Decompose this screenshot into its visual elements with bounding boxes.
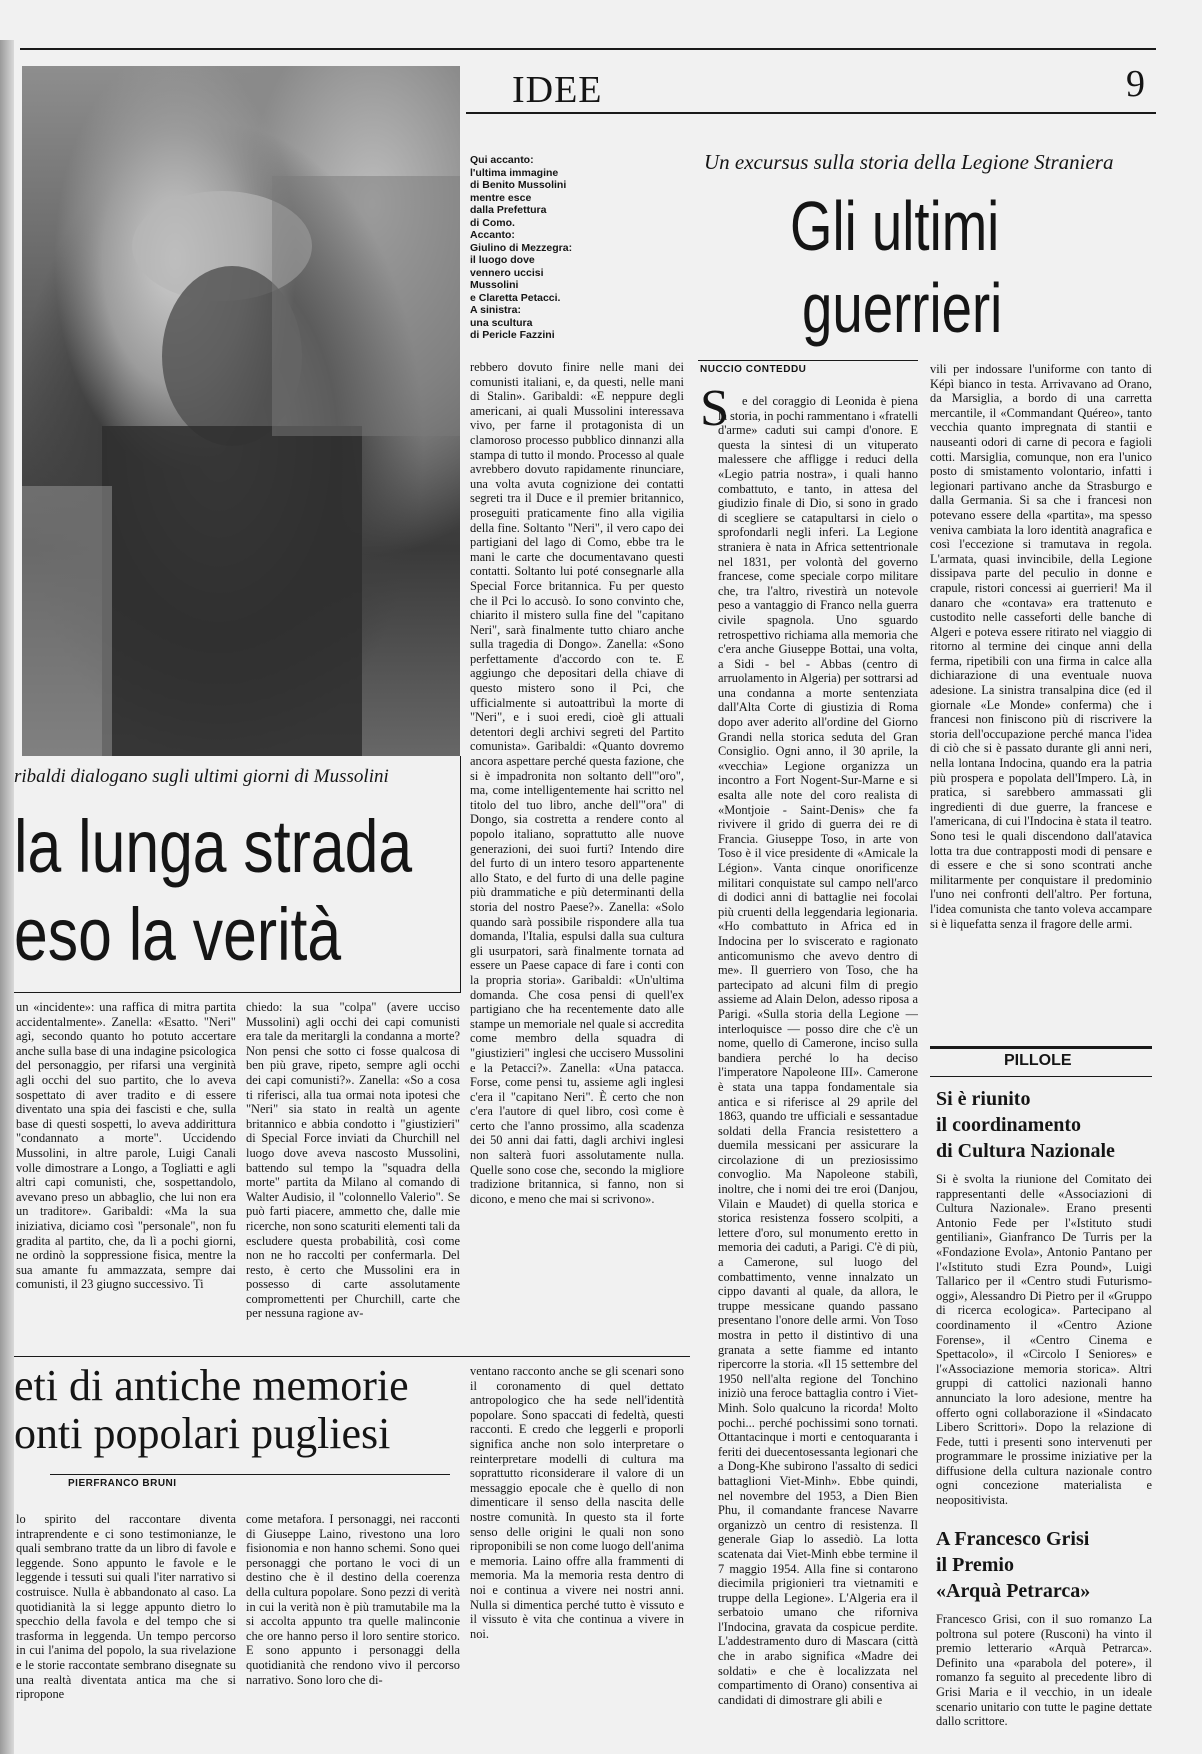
pillole-item2-text: Francesco Grisi, con il suo romanzo La poltrona sul potere (Rusconi) ha vinto il premio letterario «Arquà Petrarca». Definito una «parabola del potere», il romanzo fa seguito al precedente libro di Grisi Maria e il vecchio, in un ideale scenario unitario con tutte le pagine dettate dallo scrittore. xyxy=(936,1612,1152,1729)
bottom-headline-line2: onti popolari pugliesi xyxy=(14,1409,391,1458)
header-rule-left xyxy=(20,48,1156,50)
pillole-item1-title-l2: il coordinamento xyxy=(936,1114,1081,1136)
interview-col-middle: rebbero dovuto finire nelle mani dei comunisti italiani, e, da questi, nelle mani di Stalin». Garibaldi: «E neppure degli americani, ai quali Mussolini interessava vivo, per farne il protagonista di un clamoroso processo pubblico dinnanzi alla stampa di tutto il mondo. Processo al quale avrebbero dovuto rapidamente rinunciare, una volta avuta cognizione dei contatti segreti tra il Duce e il premier britannico, proseguiti praticamente fino alla vigilia della fine. Soltanto "Neri", il vero capo dei partigiani del lago di Como, ebbe tra le mani le carte che documentavano questi contatti. Soltanto lui poté consegnarle alla Special Force britannica. Fu per questo che il Pci lo accusò. Io sono convinto che, chiarito il mistero sulla fine del "capitano Neri", sarà finalmente tutto chiaro anche sulla tragedia di Dongo». Zanella: «Sono perfettamente d'accordo con te. E aggiungo che depositari della chiave di questo mistero sono il Pci, che ufficialmente si autoattribuì la morte di "Neri", e i suoi eredi, cioè gli attuali detentori degli archivi segreti del Partito comunista». Garibaldi: «Quanto dovremo ancora aspettare perché questa fazione, che si è impadronita non soltanto dell'"oro", ma, come intelligentemente hai scritto nel titolo del tuo libro, anche dell'"ora" di Dongo, sia costretta a rendere conto al popolo italiano, soprattutto alle nuove generazioni, dei suoi furti? Intendo dire del furto di un intero tesoro appartenente allo Stato, e del furto di una delle pagine più drammatiche e più determinanti della storia del nostro Paese?». Zanella: «Solo quando sarà possibile rispondere alla tua domanda, l'Italia, espulsi dalla sua cultura gli usurpatori, sarà finalmente tornata ad essere un Paese capace di fare i conti con la propria storia». Garibaldi: «Un'ultima domanda. Che cosa pensi di quell'ex partigiano che ha recentemente dato alle stampe un memoriale nel quale si accredita come membro della squadra di "giustizieri" inglesi che uccisero Mussolini e la Petacci?». Zanella: «Una patacca. Forse, come pensi tu, assieme agli inglesi c'era il "capitano Neri". È certo che non c'era l'autore di quel libro, così come è certo che l'anno prossimo, alla scadenza dei 50 anni dai fatti, dagli archivi inglesi non salterà fuori assolutamente nulla. Quelle sono cose che, secondo la migliore tradizione britannica, si fanno, non si dicono, e meno che mai si scrivono». xyxy=(470,360,684,1206)
caption-line: e Claretta Petacci. xyxy=(470,291,561,304)
caption-line: Qui accanto: xyxy=(470,154,534,166)
legione-col1: e del coraggio di Leonida è piena la storia, in pochi rammentano i «fratelli d'arme» caduti sui campi d'onore. E questa la sintesi di un vituperato malessere che affligge i reduci della «Legio patria nostra», i quali hanno combattuto, e tanto, in attesa del giudizio finale di Dio, si sono in grado di scegliere se catapultarsi in cielo o sprofondarli negli inferi. La Legione straniera è nata in Africa settentrionale nel 1831, per volontà del governo francese, come speciale corpo militare che, tra l'altro, rivestirà un notevole peso a vantaggio di Franco nella guerra civile spagnola. Uno sguardo retrospettivo richiama alla memoria che c'era anche Giuseppe Bottai, una volta, a Sidi - bel - Abbas (centro di arruolamento in Algeria) per sottrarsi ad una condanna a morte sentenziata dall'Alta Corte di giustizia di Roma dopo aver aderito all'ordine del Giorno Grandi nella storica seduta del Gran Consiglio. Ogni anno, il 30 aprile, la «vecchia» Legione organizza un incontro a Fort Nogent-Sur-Marne e si esalta alle note del coro realista di «Montjoie - Saint-Denis» che fa rivivere il grido di guerra dei re di Francia. Giuseppe Toso, in arte von Toso è il vice presidente di «Amicale la Légion». Vanta cinque onorificenze militari conquistate sul campo nell'arco di dodici anni di battaglie nei focolai più cruenti della leggendaria legionaria. «Ho combattuto in Africa ed in Indocina per lo sviscerato e ragionato anticomunismo che avevo dentro di me». Il guerriero von Toso, che ha partecipato ad alcuni film di pregio assieme ad Alain Delon, adesso riposa a Parigi. «Sulla storia della Legione — interloquisce — posso dire che c'è un nome, quello di Camerone, inciso sulla bandiera perché lo ha deciso l'imperatore Napoleone III». Camerone è stata una tappa fondamentale sia antica e si riferisce al 29 aprile del 1863, quando tre ufficiali e sessantadue soldati della Francia resistettero a duemila messicani per assicurare la circolazione di un preziosissimo convoglio. Ma Napoleone stabilì, inoltre, che i nomi dei tre eroi (Danjou, Vilain e Maudet) di quella storica e storica resistenza fossero scolpiti, a lettere d'oro, sul monumento eretto in memoria dei caduti, a Parigi. C'è di più, a Camerone, sul luogo del combattimento, venne innalzato un cippo davanti al quale, da allora, le truppe messicane quando passano presentano l'onore delle armi. Von Toso mostra in petto il distintivo di una granata a sette fiamme ed intanto ripercorre la storia. «Il 15 settembre del 1950 nell'alta regione del Tonchino iniziò una feroce battaglia contro i Viet-Minh. Solo qualcuno la ricorda! Molto pochi... perché pochissimi sono tornati. Ottantacinque i morti e centoquaranta i feriti dei duecentosessanta legionari che a Dong-Khe subirono l'assalto di sedici battaglioni Viet-Minh». Ebbe quindi, nel novembre del 1953, a Dien Bien Phu, il comandante francese Navarre organizzò un centro di resistenza. Il generale Giap lo assediò. La lotta scatenata dai Viet-Minh ebbe termine il 7 maggio 1954. Alla fine si contarono diecimila prigionieri tra vietnamiti e truppe della Legione». L'Algeria era il serbatoio umano che riforniva l'Indocina, gravata da cospicue perdite. L'addestramento duro di Mascara (città che in arabo significa «Madre dei soldati» e che è localizzata nel compartimento di Orano) consentiva ai candidati di dimostrare gli abili e xyxy=(718,394,918,1707)
left-headline-box-bottom xyxy=(14,992,461,993)
legione-byline: NUCCIO CONTEDDU xyxy=(700,364,807,375)
mussolini-photo xyxy=(22,66,460,756)
caption-line: di Pericle Fazzini xyxy=(470,329,555,341)
pillole-label: PILLOLE xyxy=(1004,1052,1072,1069)
legione-headline-line1: Gli ultimi xyxy=(790,187,1000,265)
caption-line: Accanto: xyxy=(470,229,515,241)
pillole-rule-top xyxy=(930,1046,1152,1049)
left-headline-line1: la lunga strada xyxy=(14,805,413,888)
caption-line: vennero uccisi xyxy=(470,266,544,279)
pillole-item1-title-l1: Si è riunito xyxy=(936,1088,1031,1110)
left-article-col1: un «incidente»: una raffica di mitra partita accidentalmente». Zanella: «Esatto. "Neri" agì, secondo quanto ho potuto accertare anche sulla base di una indagine psicologica del personaggio, per rifarsi una verginità agli occhi del suo partito, che lo aveva sospettato di aver tradito e di essere diventato una spia dei fascisti e che, sulla base di questi sospetti, lo aveva addirittura "condannato a morte". Uccidendo Mussolini, in altre parole, Luigi Canali volle dimostrare a Longo, a Togliatti e agli altri capi comunisti, che, sospettandolo, avevano preso un abbaglio, che lui non era un traditore». Garibaldi: «Ma la sua iniziativa, diciamo così "personale", non fu gradita al partito, che, da lì a pochi giorni, ne ordinò la soppressione fisica, mentre la sua amante fu ammazzata, sempre dai comunisti, il 23 giugno successivo. Ti xyxy=(16,1000,236,1292)
pillole-item2-title xyxy=(936,1526,1152,1604)
photo-caption xyxy=(470,154,590,342)
bottom-byline: PIERFRANCO BRUNI xyxy=(68,1478,177,1489)
caption-line: una scultura xyxy=(470,316,533,329)
caption-line: di Benito Mussolini xyxy=(470,179,567,191)
photo-figure xyxy=(22,66,460,756)
bottom-article-rule xyxy=(14,1356,690,1357)
left-article-kicker: ribaldi dialogano sugli ultimi giorni di Mussolini xyxy=(14,766,389,787)
caption-line: A sinistra: xyxy=(470,304,521,316)
caption-line: dalla Prefettura xyxy=(470,204,547,216)
page-fold-edge xyxy=(0,40,14,1754)
legione-headline-line2: guerrieri xyxy=(802,269,1003,347)
page-number: 9 xyxy=(1126,63,1145,105)
caption-line: l'ultima immagine xyxy=(470,166,559,179)
caption-line: Giulino di Mezzegra: xyxy=(470,241,573,254)
bottom-article-col2: come metafora. I personaggi, nei racconti di Giuseppe Laino, rivestono una loro fisionomia e non hanno schemi. Sono quei personaggi che portano le voci di un destino che è il destino della coerenza della cultura popolare. Sono pezzi di verità in cui la verità non è più tramutabile ma la si accolta appunto tra quelle malinconie che ore hanno perso il loro sentire storico. E sono appunto i personaggi della quotidianità che rendono vivo il percorso narrativo. Sono loro che di- xyxy=(246,1512,460,1687)
left-article-col2: chiedo: la sua "colpa" (avere ucciso Mussolini) agli occhi dei capi comunisti era tale da meritargli la condanna a morte? Non pensi che sotto ci fosse qualcosa di ben più grave, ripeto, sempre agli occhi dei capi comunisti?». Zanella: «So a cosa ti riferisci, alla tua ormai nota ipotesi che "Neri" sia stato in realtà un agente britannico e abbia condotto i "giustizieri" di Special Force inviati da Churchill nel luogo dove aveva nascosto Mussolini, battendo sul tempo la "squadra della morte" partita da Milano al comando di Walter Audisio, il "colonnello Valerio". Se può farti piacere, ammetto che, dalle mie ricerche, non sono scaturiti elementi tali da escludere questa probabilità, così come non ne ho raccolti per confermarla. Del resto, è certo che Mussolini era in possesso di carte assolutamente compromettenti per Churchill, carte che per nessuna ragione av- xyxy=(246,1000,460,1321)
bottom-article-col3: ventano racconto anche se gli scenari sono il coronamento di quel dettato antropologico che ha sede nell'identità popolare. Sono spaccati di fedeltà, questi racconti. E credo che leggerli e proporli significa anche non solo interpretare o reinterpretare modelli di cultura ma soprattutto riconsiderare il valore di un messaggio epocale che è quello di non dimenticare il senso della nascita delle nostre comunità. In questo sta il forte senso delle origini le quali non sono riproponibili se non come luogo dell'anima e memoria. Laino offre alla frammenti di memoria. Ma la memoria resta dentro di noi e continua a vivere nei nostri anni. Nulla si dimentica perché tutto è vissuto e il vissuto è vita che continua a vivere in noi. xyxy=(470,1364,684,1641)
legione-kicker: Un excursus sulla storia della Legione Straniera xyxy=(704,150,1114,174)
legione-drop-cap: S xyxy=(700,380,729,437)
bottom-article-col1: lo spirito del raccontare diventa intraprendente e ci sono testimonianze, le quali sembrano tratte da un libro di favole e leggende. Sono appunto le favole e le leggende i tessuti sui quali l'iter narrativo si costruisce. Nulla è abbandonato al caso. La quotidianità la si legge appunto dietro lo specchio della favola e del tempo che si trasforma in leggenda. Un tempo percorso in cui l'anima del popolo, la sua rivelazione e le storie raccontate sembrano disegnate su una realtà diventata antica ma che si ripropone xyxy=(16,1512,236,1702)
pillole-item1-title-l3: di Cultura Nazionale xyxy=(936,1140,1115,1162)
caption-line: di Como. xyxy=(470,216,515,229)
caption-line: il luogo dove xyxy=(470,254,535,266)
pillole-item2-title-l3: «Arquà Petrarca» xyxy=(936,1580,1091,1602)
pillole-item2-title-l1: A Francesco Grisi xyxy=(936,1528,1090,1550)
legione-byline-rule xyxy=(698,360,918,361)
section-title: IDEE xyxy=(512,69,603,111)
bottom-byline-rule xyxy=(50,1474,450,1475)
header-rule xyxy=(466,112,1156,114)
left-headline-line2: eso la verità xyxy=(14,893,342,976)
left-headline-box-right xyxy=(460,756,461,992)
pillole-item2-title-l2: il Premio xyxy=(936,1554,1014,1576)
caption-line: Mussolini xyxy=(470,279,519,291)
pillole-rule-bottom xyxy=(930,1076,1152,1077)
pillole-item1-text: Si è svolta la riunione del Comitato dei rappresentanti delle «Associazioni di Cultura Nazionale». Erano presenti Antonio Fede per l'«Istituto studi gentiliani», Gianfranco De Turris per la «Fondazione Evola», Antonio Pantano per l'«Istituto studi Ezra Pound», Luigi Tallarico per il «Centro studi Futurismo-oggi», Alessandro Di Pietro per il «Gruppo di ricerca ecologica». Partecipano al coordinamento il «Centro Azione Forense», il «Centro Cinema e Spettacolo», il «Circolo I Seniores» e l'«Associazione memoria storica». Altri gruppi di cattolici nazionali hanno annunciato la loro adesione, mentre ha offerto ogni collaborazione il «Sindacato Libero Scrittori». Dopo la relazione di Fede, tutti i presenti sono intervenuti per programmare le prossime iniziative per la diffusione della cultura nazionale contro ogni concezione materialista e neopositivista. xyxy=(936,1172,1152,1508)
legione-col2: vili per indossare l'uniforme con tanto di Képì bianco in testa. Arrivavano ad Orano, da Marsiglia, a bordo di una carretta mercantile, il «Commandant Quéreo», tanto vecchia quanto impregnata di stantii e nauseanti odori di carne di pecora e fagioli cotti. Marsiglia, comunque, non era l'unico posto di smistamento volontario, infatti i legionari partivano anche da Strasburgo e dalla Germania. Si sa che i francesi non potevano essere della «partita», ma spesso veniva cambiata la loro identità anagrafica e così l'eccezione si tramutava in regola. L'armata, quasi invincibile, della Legione dissipava parte del peculio in donne e crapule, ristori concessi ai guerrieri! Ma il danaro che «contava» era trattenuto e custodito nelle casseforti delle banche di Algeri e poteva essere ritirato nel viaggio di ritorno al termine dei cinque anni della ferma, ripetibili con una firma in calce alla dichiarazione di una eventuale nuova adesione. La sinistra transalpina dice (ed il giornale «Le Monde» conferma) che i francesi non finiscono più di riscrivere la storia dell'occupazione perché manca l'idea di ciò che si è passato durante gli anni neri, nella lontana Indocina, quando era la patria più prospera e popolata dell'Impero. Là, in pratica, si sarebbero ammassati gli ingredienti di due guerre, la francese e l'americana, di cui l'Indocina è stata il teatro. Sono tesi le quali discendono dall'atavica lotta tra due contrapposti modi di pensare e di essere e che si sono scontrati anche militarmente per conquistare il predominio l'uno nei confronti dell'altro. Per fortuna, l'idea comunista che tanto voleva accampare si è liquefatta senza il fragore delle armi. xyxy=(930,362,1152,931)
pillole-item1-title xyxy=(936,1086,1152,1164)
caption-line: mentre esce xyxy=(470,191,532,204)
bottom-headline-line1: eti di antiche memorie xyxy=(14,1361,409,1410)
